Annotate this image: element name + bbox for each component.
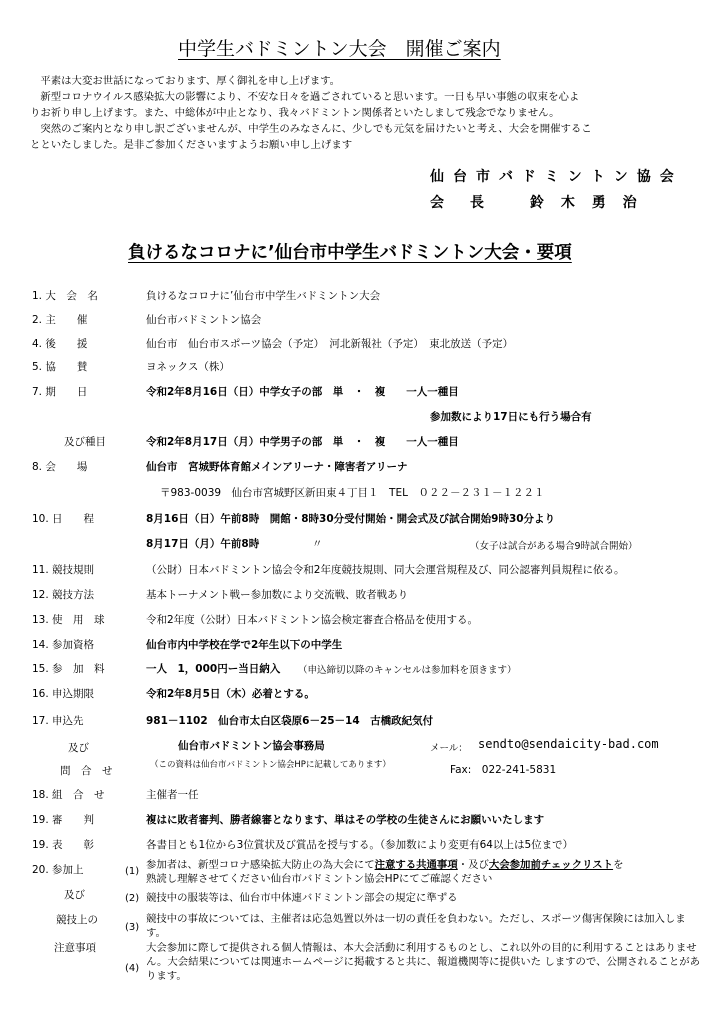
para-1-text-f: 熟読し理解させてください仙台市バドミントン協会HPにてご確認ください <box>146 873 493 885</box>
item-label-date: 7. 期 日 <box>32 386 88 398</box>
para-2: 競技中の服装等は、仙台市中体連バドミントン部会の規定に準ずる <box>146 892 458 904</box>
para-4-number: (4) <box>125 963 140 974</box>
greeting-line-5: とといたしました。是非ご参加くださいますようお願い申し上げます <box>30 139 353 151</box>
item-value-awards: 各書目とも1位から3位賞状及び賞品を授与する。（参加数により変更有64以上は5位まで） <box>146 839 574 851</box>
para-1 <box>146 858 701 886</box>
item-value-referee: 複はに敗者審判、勝者線審となります、単はその学校の生徒さんにお願いいたします <box>146 814 545 826</box>
item-label-venue: 8. 会 場 <box>32 461 88 473</box>
item-value-eligibility: 仙台市内中学校在学で2年生以下の中学生 <box>146 639 343 651</box>
fax-number: Fax: 022-241-5831 <box>450 764 557 776</box>
item-note-fee: （申込締切以降のキャンセルは参加料を頂きます） <box>298 665 517 676</box>
greeting-line-3: りお祈り申し上げます。また、中総体が中止となり、我々バドミントン関係者といたしまして残念でなりません。 <box>30 107 560 119</box>
mail-address[interactable]: sendto@sendaicity-bad.com <box>478 737 659 751</box>
president-name: 会 長 鈴 木 勇 治 <box>430 195 643 211</box>
item-value-fee: 一人 1，000円ー当日納入 <box>146 663 281 675</box>
para-1-text-a: 参加者は、新型コロナ感染拡大防止の為大会にて <box>146 859 375 871</box>
item-label-support: 4. 後 援 <box>32 338 88 350</box>
item-label-notes-cautions: 注意事項 <box>54 942 96 954</box>
item-note-office: （この資料は仙台市バドミントン協会HPに記載してあります） <box>150 760 391 770</box>
para-1-text-e: を <box>613 859 624 871</box>
item-note-schedule: （女子は試合がある場合9時試合開始） <box>470 541 638 552</box>
item-label-events: 及び種目 <box>64 436 106 448</box>
item-value-venue-address: 〒983-0039 仙台市宮城野区新田東４丁目１ TEL ０２２－２３１－１２２１ <box>160 487 545 499</box>
item-value-format: 基本トーナメント戦ー参加数により交流戦、敗者戦あり <box>146 589 409 601</box>
mail-label: メール： <box>430 743 468 754</box>
para-1-checklist: 大会参加前チェックリスト <box>488 859 614 871</box>
item-value-name: 負けるなコロナに’仙台市中学生バドミントン大会 <box>146 290 381 302</box>
para-1-common-items: 注意する共通事項 <box>374 859 458 871</box>
item-value-shuttle: 令和2年度（公財）日本バドミントン協会検定審査合格品を使用する。 <box>146 614 478 626</box>
item-label-format: 12. 競技方法 <box>32 589 95 601</box>
item-label-notes: 20. 参加上 <box>32 864 84 876</box>
item-label-eligibility: 14. 参加資格 <box>32 639 95 651</box>
item-label-awards: 19. 表 彰 <box>32 839 95 851</box>
item-label-notes-and: 及び <box>64 889 85 901</box>
item-value-organizer: 仙台市バドミントン協会 <box>146 314 262 326</box>
item-note-date: 参加数により17日にも行う場合有 <box>430 411 592 423</box>
item-value-rules: （公財）日本バドミントン協会令和2年度競技規則、同大会運営規程及び、同公認審判員規程に依る。 <box>146 564 625 576</box>
item-label-referee: 19. 審 判 <box>32 814 95 826</box>
para-1-number: (1) <box>125 866 140 877</box>
item-label-contact-and: 及び <box>68 742 89 754</box>
item-value-venue: 仙台市 宮城野体育館メインアリーナ・障害者アリーナ <box>146 461 408 473</box>
item-label-notes-competition: 競技上の <box>56 914 98 926</box>
page-title: 中学生バドミントン大会 開催ご案内 <box>178 38 501 60</box>
outline-title: 負けるなコロナに’仙台市中学生バドミントン大会・要項 <box>128 243 572 263</box>
item-label-organizer: 2. 主 催 <box>32 314 88 326</box>
item-value-draw: 主催者一任 <box>146 789 199 801</box>
item-label-shuttle: 13. 使 用 球 <box>32 614 105 626</box>
item-label-contact: 17. 申込先 <box>32 715 84 727</box>
item-value-schedule-day1: 8月16日（日）午前8時 開館・8時30分受付開始・開会式及び試合開始9時30分より <box>146 513 556 525</box>
association-name: 仙台市バドミントン協会 <box>430 169 683 185</box>
item-label-contact-inquiry: 問 合 せ <box>60 765 113 777</box>
item-value-contact-address: 981－1102 仙台市太白区袋原6－25－14 古橋政紀気付 <box>146 715 434 727</box>
item-label-sponsor: 5. 協 賛 <box>32 361 88 373</box>
greeting-line-2: 新型コロナウイルス感染拡大の影響により、不安な日々を過ごされていると思います。一日も早い事態の収束を心よ <box>30 91 580 103</box>
para-2-number: (2) <box>125 893 140 904</box>
greeting-line-4: 突然のご案内となり申し訳ございませんが、中学生のみなさんに、少しでも元気を届けたいと考え、大会を開催するこ <box>30 123 592 135</box>
item-value-office: 仙台市バドミントン協会事務局 <box>178 740 325 752</box>
ditto-mark: 〃 <box>312 538 323 550</box>
para-3-number: (3) <box>125 922 140 933</box>
item-label-name: 1. 大 会 名 <box>32 290 98 302</box>
item-value-deadline: 令和2年8月5日（木）必着とする。 <box>146 688 315 700</box>
para-1-text-c: ・及び <box>457 859 489 871</box>
item-value-date-boys: 令和2年8月17日（月）中学男子の部 単 ・ 複 一人一種目 <box>146 436 459 448</box>
item-label-schedule: 10. 日 程 <box>32 513 95 525</box>
para-4: 大会参加に際して提供される個人情報は、本大会活動に利用するものとし、これ以外の目的に利用することはありません。大会結果については関連ホームページに掲載すると共に、報道機関等に提供いた しますので、公開されることがあります。 <box>146 942 701 982</box>
item-label-deadline: 16. 申込期限 <box>32 688 95 700</box>
item-value-date-girls: 令和2年8月16日（日）中学女子の部 単 ・ 複 一人一種目 <box>146 386 459 398</box>
item-label-rules: 11. 競技規則 <box>32 564 95 576</box>
item-value-schedule-day2: 8月17日（月）午前8時 <box>146 538 260 550</box>
item-value-support: 仙台市 仙台市スポーツ協会（予定） 河北新報社（予定） 東北放送（予定） <box>146 338 514 350</box>
para-3: 競技中の事故については、主催者は応急処置以外は一切の責任を負わない。ただし、スポーツ傷害保険には加入します。 <box>146 913 686 939</box>
item-value-sponsor: ヨネックス（株） <box>146 361 230 373</box>
item-label-draw: 18. 組 合 せ <box>32 789 105 801</box>
greeting-line-1: 平素は大変お世話になっております、厚く御礼を申し上げます。 <box>30 75 341 87</box>
item-label-fee: 15. 参 加 料 <box>32 663 105 675</box>
